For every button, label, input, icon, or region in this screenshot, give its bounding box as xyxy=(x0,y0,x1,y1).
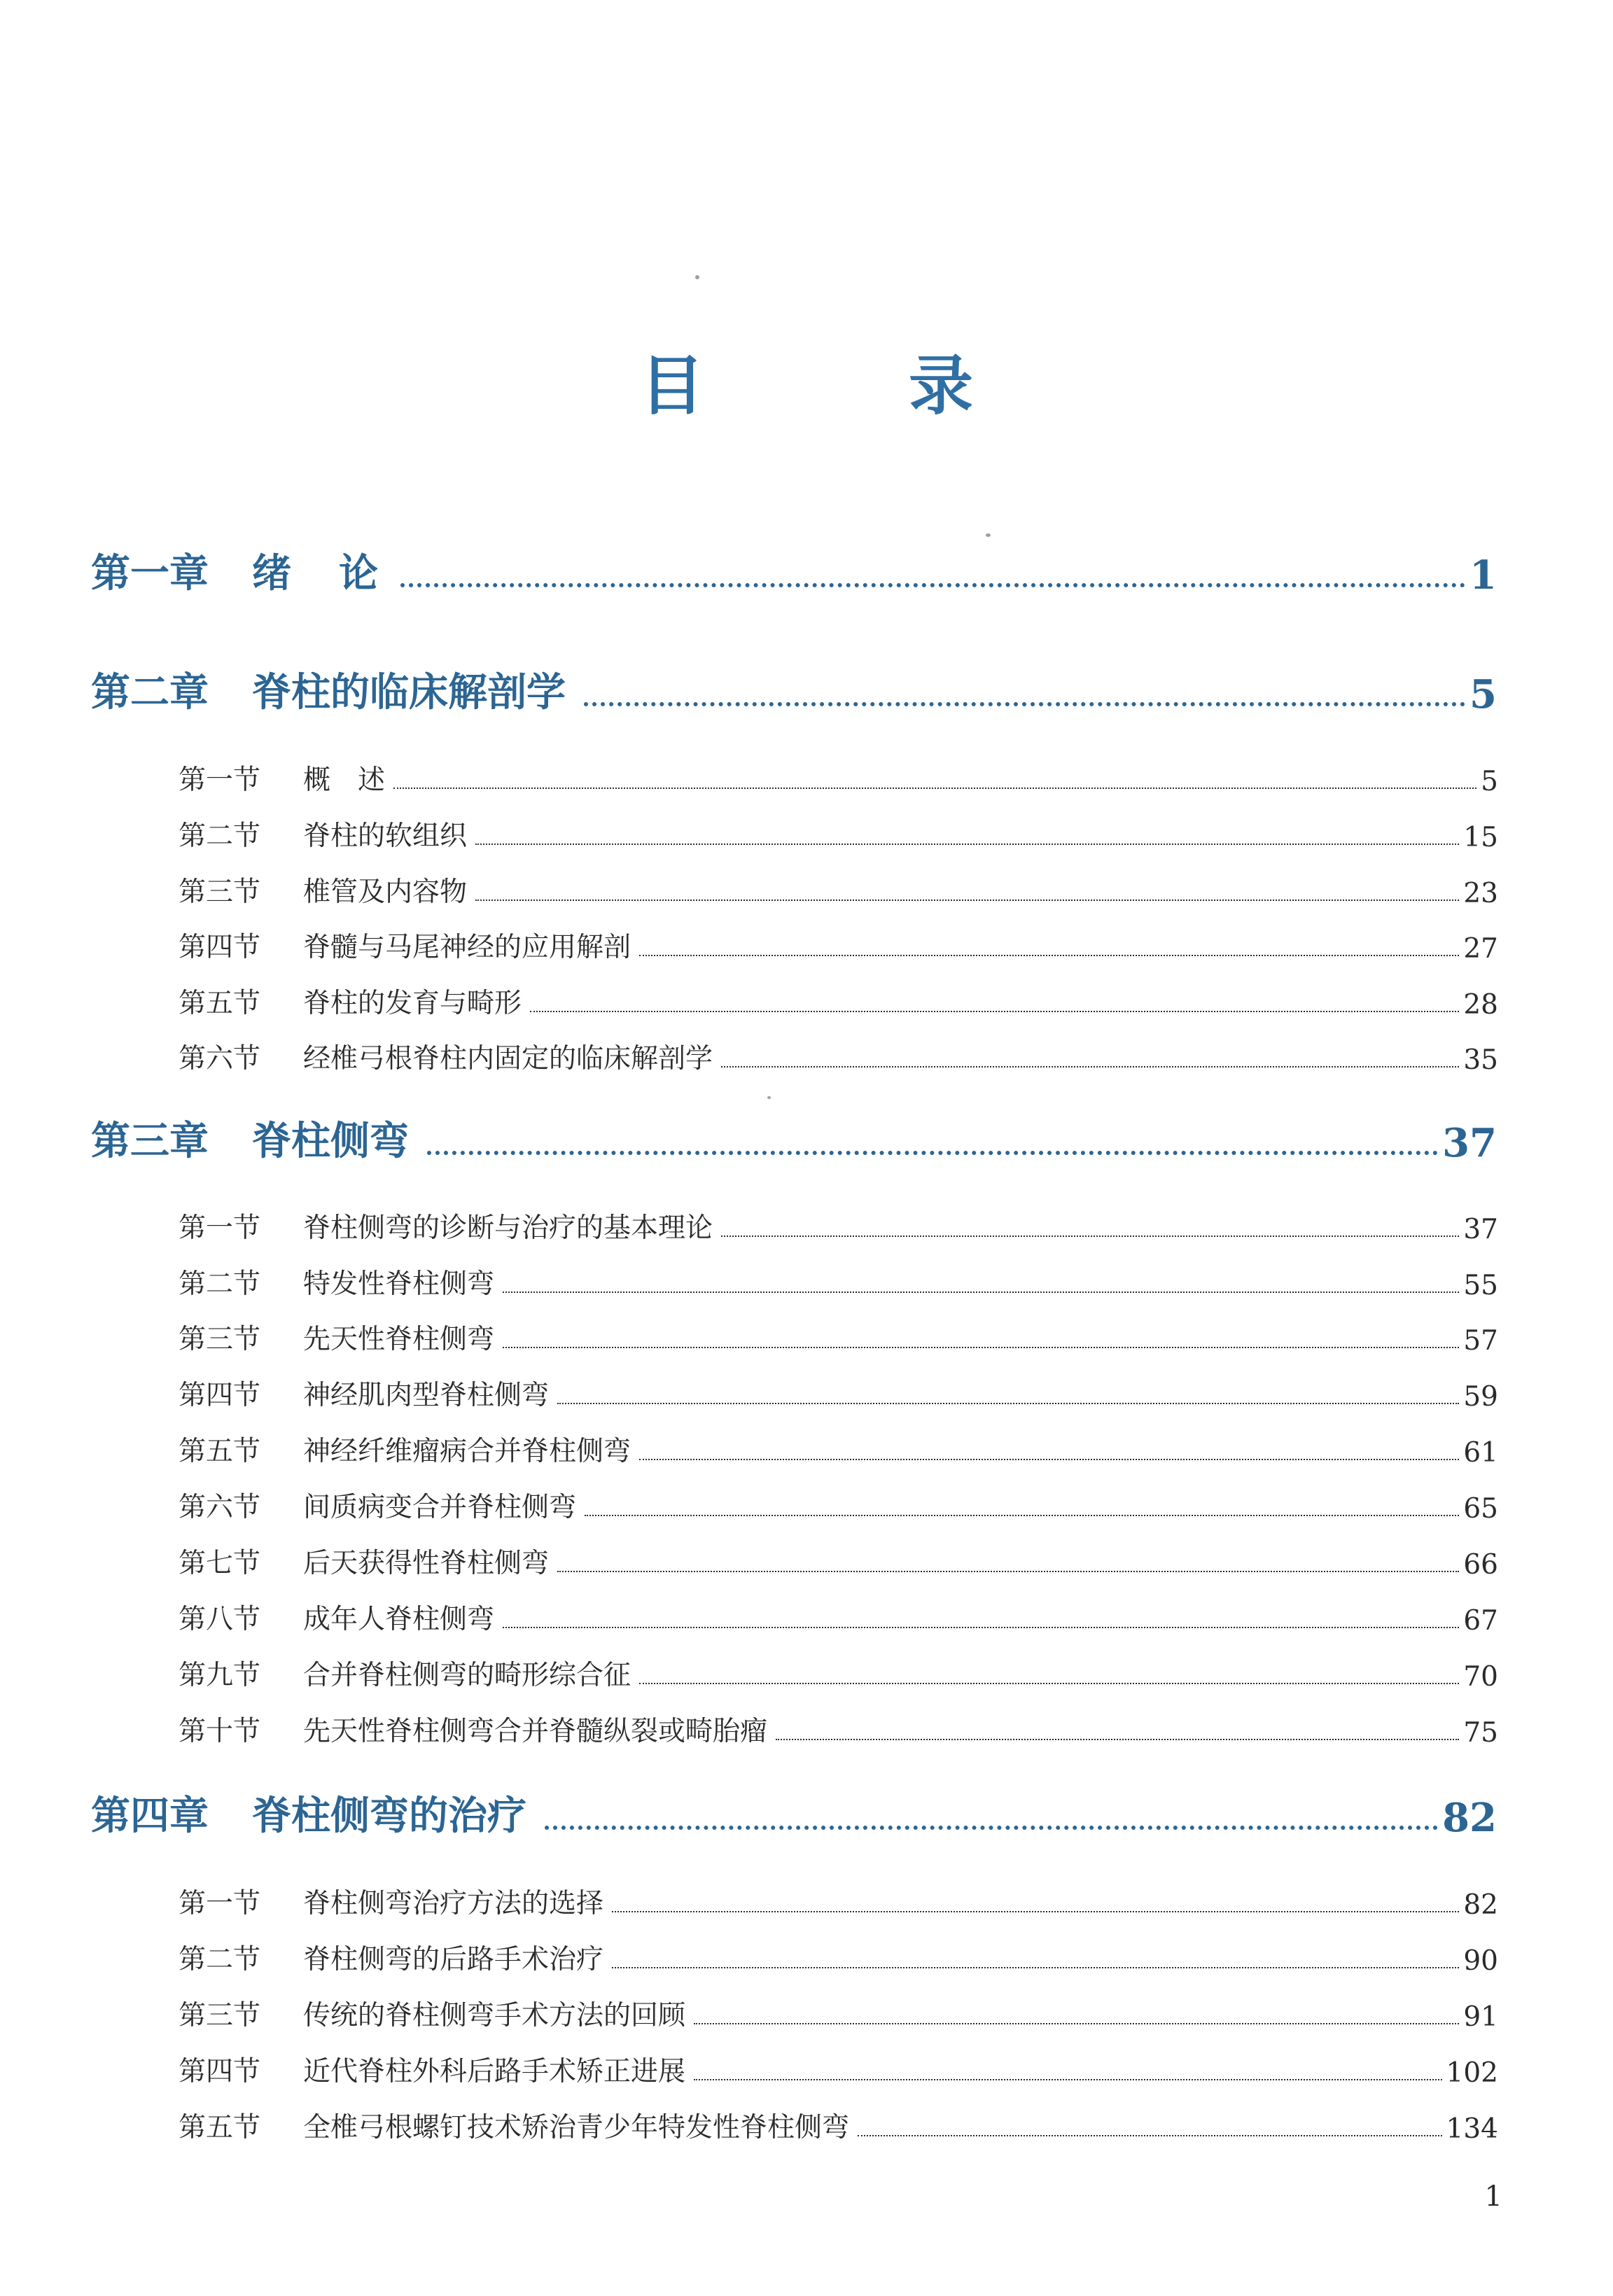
dot-leader xyxy=(503,1347,1459,1348)
section-number: 第八节 xyxy=(179,1604,261,1635)
chapter-number: 第二章 xyxy=(91,669,209,715)
section-title: 脊柱侧弯的后路手术治疗 xyxy=(303,1944,604,1975)
section-row[interactable] xyxy=(179,1376,1498,1413)
section-number: 第七节 xyxy=(179,1548,261,1579)
section-row[interactable] xyxy=(179,2108,1498,2145)
section-row[interactable] xyxy=(179,1488,1498,1525)
section-number: 第一节 xyxy=(179,1888,261,1919)
dot-leader xyxy=(545,1826,1438,1830)
dot-leader xyxy=(721,1236,1459,1237)
section-row[interactable] xyxy=(179,1940,1498,1977)
section-title: 后天获得性脊柱侧弯 xyxy=(303,1548,550,1579)
section-row[interactable] xyxy=(179,1265,1498,1301)
section-row[interactable] xyxy=(179,1040,1498,1076)
section-row[interactable] xyxy=(179,817,1498,853)
section-number: 第五节 xyxy=(179,1436,261,1467)
section-page: 70 xyxy=(1463,1661,1498,1693)
dot-leader xyxy=(557,1403,1459,1404)
section-row[interactable] xyxy=(179,984,1498,1021)
chapter-row[interactable] xyxy=(91,550,1497,598)
section-row[interactable] xyxy=(179,928,1498,965)
section-number: 第四节 xyxy=(179,2056,261,2087)
dot-leader xyxy=(475,844,1459,845)
dot-leader xyxy=(639,1683,1459,1684)
section-page: 5 xyxy=(1481,766,1498,797)
section-title: 概 述 xyxy=(303,764,386,796)
section-number: 第四节 xyxy=(179,932,261,963)
section-number: 第三节 xyxy=(179,1324,261,1355)
chapter-page: 82 xyxy=(1442,1795,1497,1841)
section-number: 第十节 xyxy=(179,1716,261,1747)
section-page: 66 xyxy=(1463,1549,1498,1581)
section-row[interactable] xyxy=(179,1432,1498,1469)
section-row[interactable] xyxy=(179,1544,1498,1581)
section-page: 27 xyxy=(1463,933,1498,965)
section-title: 先天性脊柱侧弯 xyxy=(303,1324,495,1355)
dot-leader xyxy=(393,788,1476,789)
dot-leader xyxy=(475,899,1459,901)
section-title: 经椎弓根脊柱内固定的临床解剖学 xyxy=(303,1043,713,1074)
dot-leader xyxy=(503,1292,1459,1293)
section-title: 脊柱的软组织 xyxy=(303,820,468,852)
section-title: 近代脊柱外科后路手术矫正进展 xyxy=(303,2056,686,2087)
section-title: 神经纤维瘤病合并脊柱侧弯 xyxy=(303,1436,631,1467)
dot-leader xyxy=(427,1151,1438,1155)
chapter-page: 37 xyxy=(1442,1120,1497,1166)
section-page: 57 xyxy=(1463,1325,1498,1357)
section-number: 第二节 xyxy=(179,820,261,852)
section-page: 65 xyxy=(1463,1493,1498,1525)
section-page: 37 xyxy=(1463,1214,1498,1245)
section-title: 脊柱侧弯治疗方法的选择 xyxy=(303,1888,604,1919)
section-title: 合并脊柱侧弯的畸形综合征 xyxy=(303,1660,631,1691)
section-row[interactable] xyxy=(179,1712,1498,1749)
chapter-row[interactable] xyxy=(91,668,1497,718)
section-number: 第三节 xyxy=(179,876,261,908)
dot-leader xyxy=(503,1627,1459,1628)
dot-leader xyxy=(858,2135,1442,2136)
section-title: 成年人脊柱侧弯 xyxy=(303,1604,495,1635)
section-title: 脊柱侧弯的诊断与治疗的基本理论 xyxy=(303,1212,713,1244)
section-number: 第一节 xyxy=(179,764,261,796)
section-number: 第六节 xyxy=(179,1492,261,1523)
chapter-row[interactable] xyxy=(91,1117,1497,1166)
chapter-title: 脊柱侧弯的治疗 xyxy=(252,1793,526,1839)
section-page: 82 xyxy=(1463,1889,1498,1921)
section-row[interactable] xyxy=(179,1320,1498,1357)
section-number: 第四节 xyxy=(179,1380,261,1411)
chapter-row[interactable] xyxy=(91,1792,1497,1841)
section-page: 102 xyxy=(1446,2057,1498,2089)
section-page: 59 xyxy=(1463,1381,1498,1413)
section-row[interactable] xyxy=(179,1884,1498,1921)
dot-leader xyxy=(694,2079,1442,2080)
section-number: 第六节 xyxy=(179,1043,261,1074)
section-title: 椎管及内容物 xyxy=(303,876,468,908)
section-page: 134 xyxy=(1446,2113,1498,2145)
section-page: 35 xyxy=(1463,1044,1498,1076)
section-row[interactable] xyxy=(179,761,1498,797)
dot-leader xyxy=(400,583,1465,587)
section-page: 55 xyxy=(1463,1270,1498,1301)
section-number: 第二节 xyxy=(179,1268,261,1300)
chapter-title: 脊柱侧弯 xyxy=(252,1118,409,1164)
section-page: 23 xyxy=(1463,878,1498,909)
section-page: 67 xyxy=(1463,1605,1498,1637)
section-page: 61 xyxy=(1463,1437,1498,1469)
page-title: 目 录 xyxy=(639,348,1043,424)
section-number: 第五节 xyxy=(179,988,261,1019)
dot-leader xyxy=(585,1515,1459,1516)
chapter-page: 1 xyxy=(1469,552,1497,598)
dot-leader xyxy=(639,1459,1459,1460)
dot-leader xyxy=(721,1066,1459,1068)
section-row[interactable] xyxy=(179,1996,1498,2033)
section-number: 第三节 xyxy=(179,2000,261,2031)
dot-leader xyxy=(584,702,1465,706)
chapter-page: 5 xyxy=(1469,671,1497,718)
section-number: 第九节 xyxy=(179,1660,261,1691)
chapter-number: 第三章 xyxy=(91,1118,209,1164)
section-title: 脊柱的发育与畸形 xyxy=(303,988,522,1019)
section-title: 先天性脊柱侧弯合并脊髓纵裂或畸胎瘤 xyxy=(303,1716,768,1747)
dot-leader xyxy=(776,1739,1459,1740)
section-title: 神经肌肉型脊柱侧弯 xyxy=(303,1380,550,1411)
page-number: 1 xyxy=(1484,2180,1502,2213)
section-row[interactable] xyxy=(179,1656,1498,1693)
dot-leader xyxy=(530,1011,1459,1012)
section-title: 脊髓与马尾神经的应用解剖 xyxy=(303,932,631,963)
section-number: 第五节 xyxy=(179,2112,261,2143)
dot-leader xyxy=(612,1967,1459,1968)
section-row[interactable] xyxy=(179,873,1498,909)
section-page: 15 xyxy=(1463,822,1498,853)
scan-speck xyxy=(767,1096,771,1099)
section-page: 90 xyxy=(1463,1945,1498,1977)
scan-speck xyxy=(695,275,699,279)
dot-leader xyxy=(557,1571,1459,1572)
section-row[interactable] xyxy=(179,2052,1498,2089)
chapter-number: 第四章 xyxy=(91,1793,209,1839)
dot-leader xyxy=(639,955,1459,956)
section-title: 传统的脊柱侧弯手术方法的回顾 xyxy=(303,2000,686,2031)
section-title: 特发性脊柱侧弯 xyxy=(303,1268,495,1300)
dot-leader xyxy=(694,2023,1459,2024)
section-page: 91 xyxy=(1463,2001,1498,2033)
chapter-title: 绪 论 xyxy=(252,550,382,596)
chapter-title: 脊柱的临床解剖学 xyxy=(252,669,566,715)
chapter-number: 第一章 xyxy=(91,550,209,596)
section-title: 间质病变合并脊柱侧弯 xyxy=(303,1492,577,1523)
section-title: 全椎弓根螺钉技术矫治青少年特发性脊柱侧弯 xyxy=(303,2112,850,2143)
section-row[interactable] xyxy=(179,1600,1498,1637)
section-page: 75 xyxy=(1463,1717,1498,1749)
section-number: 第一节 xyxy=(179,1212,261,1244)
dot-leader xyxy=(612,1911,1459,1912)
section-row[interactable] xyxy=(179,1209,1498,1245)
section-number: 第二节 xyxy=(179,1944,261,1975)
scan-speck xyxy=(986,533,991,537)
section-page: 28 xyxy=(1463,989,1498,1021)
